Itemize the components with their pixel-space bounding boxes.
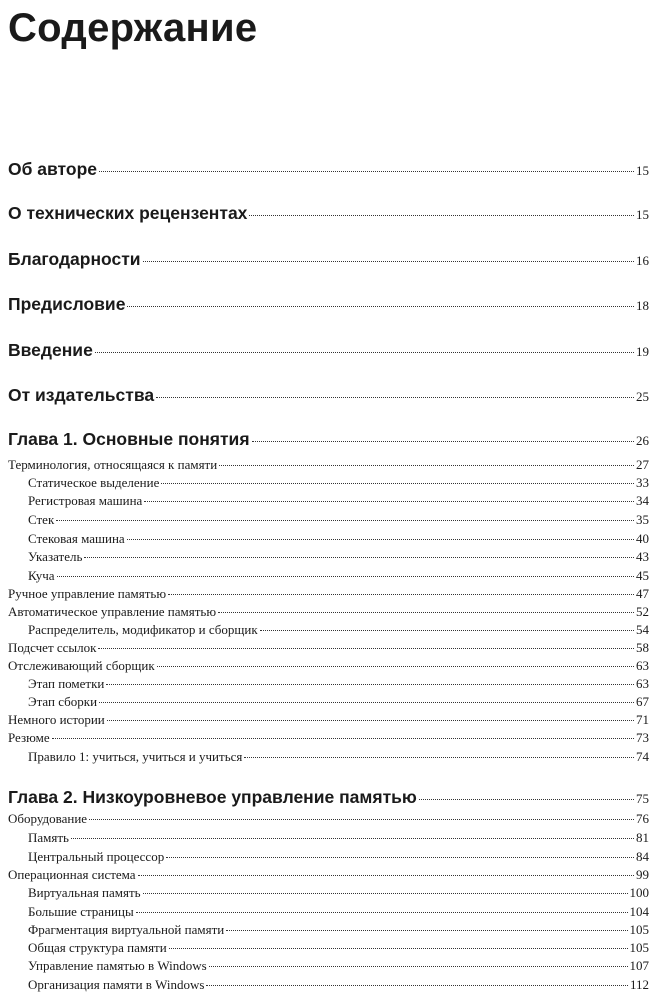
toc-entry[interactable] xyxy=(8,885,649,901)
toc-page-number: 63 xyxy=(636,658,649,673)
dot-leader xyxy=(161,483,634,484)
toc-page-number: 74 xyxy=(636,749,649,764)
toc-entry-title: Предисловие xyxy=(8,294,126,314)
toc-entry[interactable] xyxy=(8,658,649,674)
toc-entry[interactable] xyxy=(8,694,649,710)
toc-entry-title: Большие страницы xyxy=(28,904,134,919)
toc-entry[interactable] xyxy=(8,730,649,746)
toc-page-number: 27 xyxy=(636,457,649,472)
toc-page-number: 73 xyxy=(636,730,649,745)
dot-leader xyxy=(169,948,628,949)
toc-page-number: 105 xyxy=(629,922,649,937)
toc-page-number: 107 xyxy=(629,958,649,973)
toc-entry[interactable] xyxy=(8,940,649,956)
toc-entry-title: Правило 1: учиться, учиться и учиться xyxy=(28,749,243,764)
dot-leader xyxy=(209,966,628,967)
toc-page-number: 43 xyxy=(636,549,649,564)
toc-page-number: 67 xyxy=(636,694,649,709)
dot-leader xyxy=(219,465,634,466)
toc-entry-title: Распределитель, модификатор и сборщик xyxy=(28,622,258,637)
toc-entry-title: Память xyxy=(28,830,69,845)
toc-page-number: 40 xyxy=(636,531,649,546)
toc-entry-title: От издательства xyxy=(8,385,155,405)
toc-entry[interactable] xyxy=(8,904,649,920)
toc-entry[interactable] xyxy=(8,493,649,509)
dot-leader xyxy=(143,261,634,262)
toc-entry-title: Подсчет ссылок xyxy=(8,640,97,655)
dot-leader xyxy=(57,576,634,577)
toc-entry-title: Регистровая машина xyxy=(28,493,143,508)
toc-page-number: 16 xyxy=(636,253,649,268)
toc-page-number: 47 xyxy=(636,586,649,601)
toc-entry-title: Резюме xyxy=(8,730,50,745)
toc-entry-title: Немного истории xyxy=(8,712,105,727)
toc-page-number: 33 xyxy=(636,475,649,490)
toc-entry[interactable] xyxy=(8,586,649,602)
toc-page-number: 99 xyxy=(636,867,649,882)
dot-leader xyxy=(252,441,634,442)
toc-entry-title: Глава 2. Низкоуровневое управление памятью xyxy=(8,787,417,807)
toc-entry[interactable] xyxy=(8,811,649,827)
toc-entry-title: Статическое выделение xyxy=(28,475,160,490)
toc-entry-title: Стековая машина xyxy=(28,531,125,546)
toc-page-number: 26 xyxy=(636,433,649,448)
dot-leader xyxy=(166,857,634,858)
dot-leader xyxy=(95,352,634,353)
dot-leader xyxy=(99,702,634,703)
toc-page-number: 35 xyxy=(636,512,649,527)
toc-page-number: 45 xyxy=(636,568,649,583)
dot-leader xyxy=(419,799,634,800)
dot-leader xyxy=(106,684,634,685)
toc-entry[interactable] xyxy=(8,922,649,938)
toc-entry-title: Оборудование xyxy=(8,811,88,826)
dot-leader xyxy=(107,720,634,721)
dot-leader xyxy=(144,501,634,502)
toc-entry-title: Общая структура памяти xyxy=(28,940,167,955)
dot-leader xyxy=(98,648,634,649)
toc-entry[interactable] xyxy=(8,475,649,491)
toc-entry-title: Куча xyxy=(28,568,55,583)
dot-leader xyxy=(89,819,634,820)
toc-entry-title: Благодарности xyxy=(8,249,141,269)
toc-entry[interactable] xyxy=(8,457,649,473)
dot-leader xyxy=(56,520,634,521)
toc-chapter-entry[interactable] xyxy=(8,428,649,450)
toc-entry-title: Отслеживающий сборщик xyxy=(8,658,155,673)
dot-leader xyxy=(136,912,628,913)
toc-entry-title: Организация памяти в Windows xyxy=(28,977,205,992)
toc-page-number: 81 xyxy=(636,830,649,845)
toc-entry-title: Глава 1. Основные понятия xyxy=(8,429,250,449)
toc-page-number: 25 xyxy=(636,389,649,404)
toc-entry-title: Фрагментация виртуальной памяти xyxy=(28,922,225,937)
dot-leader xyxy=(206,985,627,986)
toc-entry[interactable] xyxy=(8,293,649,315)
toc-chapter-entry[interactable] xyxy=(8,786,649,808)
toc-entry[interactable] xyxy=(8,568,649,584)
toc-entry[interactable] xyxy=(8,749,649,765)
dot-leader xyxy=(99,171,634,172)
toc-page-number: 76 xyxy=(636,811,649,826)
toc-page-number: 34 xyxy=(636,493,649,508)
toc-entry[interactable] xyxy=(8,712,649,728)
toc-entry[interactable] xyxy=(8,202,649,224)
toc-page-number: 63 xyxy=(636,676,649,691)
toc-entry[interactable] xyxy=(8,531,649,547)
toc-page-number: 19 xyxy=(636,344,649,359)
toc-page-number: 54 xyxy=(636,622,649,637)
dot-leader xyxy=(71,838,634,839)
toc-entry[interactable] xyxy=(8,977,649,993)
toc-page-number: 100 xyxy=(629,885,649,900)
page-title: Содержание xyxy=(8,6,258,50)
toc-entry-title: Этап сборки xyxy=(28,694,98,709)
toc-entry[interactable] xyxy=(8,549,649,565)
dot-leader xyxy=(127,539,634,540)
dot-leader xyxy=(226,930,627,931)
toc-page-number: 84 xyxy=(636,849,649,864)
toc-page-number: 112 xyxy=(629,977,649,992)
toc-entry[interactable] xyxy=(8,248,649,270)
dot-leader xyxy=(52,738,634,739)
toc-entry-title: Автоматическое управление памятью xyxy=(8,604,217,619)
dot-leader xyxy=(143,893,628,894)
toc-page-number: 15 xyxy=(636,207,649,222)
dot-leader xyxy=(244,757,634,758)
toc-entry-title: Указатель xyxy=(28,549,83,564)
toc-entry-title: Виртуальная память xyxy=(28,885,141,900)
toc-entry-title: Об авторе xyxy=(8,159,97,179)
toc-page-number: 105 xyxy=(629,940,649,955)
toc-entry-title: Ручное управление памятью xyxy=(8,586,167,601)
dot-leader xyxy=(249,215,634,216)
toc-entry[interactable] xyxy=(8,676,649,692)
toc-entry-title: Этап пометки xyxy=(28,676,105,691)
dot-leader xyxy=(218,612,634,613)
dot-leader xyxy=(168,594,634,595)
toc-page-number: 58 xyxy=(636,640,649,655)
toc-entry-title: Операционная система xyxy=(8,867,136,882)
toc-page-number: 15 xyxy=(636,163,649,178)
toc-entry[interactable] xyxy=(8,830,649,846)
dot-leader xyxy=(260,630,634,631)
toc-entry[interactable] xyxy=(8,158,649,180)
toc-entry[interactable] xyxy=(8,640,649,656)
toc-entry-title: Стек xyxy=(28,512,55,527)
toc-entry-title: Центральный процессор xyxy=(28,849,165,864)
toc-page-number: 52 xyxy=(636,604,649,619)
toc-entry-title: Терминология, относящаяся к памяти xyxy=(8,457,218,472)
toc-page-number: 75 xyxy=(636,791,649,806)
dot-leader xyxy=(84,557,634,558)
dot-leader xyxy=(156,397,634,398)
toc-page-number: 18 xyxy=(636,298,649,313)
toc-page-number: 104 xyxy=(629,904,649,919)
toc-entry[interactable] xyxy=(8,384,649,406)
toc-entry[interactable] xyxy=(8,604,649,620)
dot-leader xyxy=(138,875,634,876)
dot-leader xyxy=(127,306,634,307)
toc-entry[interactable] xyxy=(8,867,649,883)
dot-leader xyxy=(157,666,634,667)
toc-page-number: 71 xyxy=(636,712,649,727)
toc-entry[interactable] xyxy=(8,849,649,865)
toc-entry-title: Управление памятью в Windows xyxy=(28,958,207,973)
toc-entry[interactable] xyxy=(8,622,649,638)
toc-entry[interactable] xyxy=(8,958,649,974)
toc-entry[interactable] xyxy=(8,339,649,361)
toc-entry-title: О технических рецензентах xyxy=(8,203,248,223)
toc-entry[interactable] xyxy=(8,512,649,528)
toc-entry-title: Введение xyxy=(8,340,93,360)
